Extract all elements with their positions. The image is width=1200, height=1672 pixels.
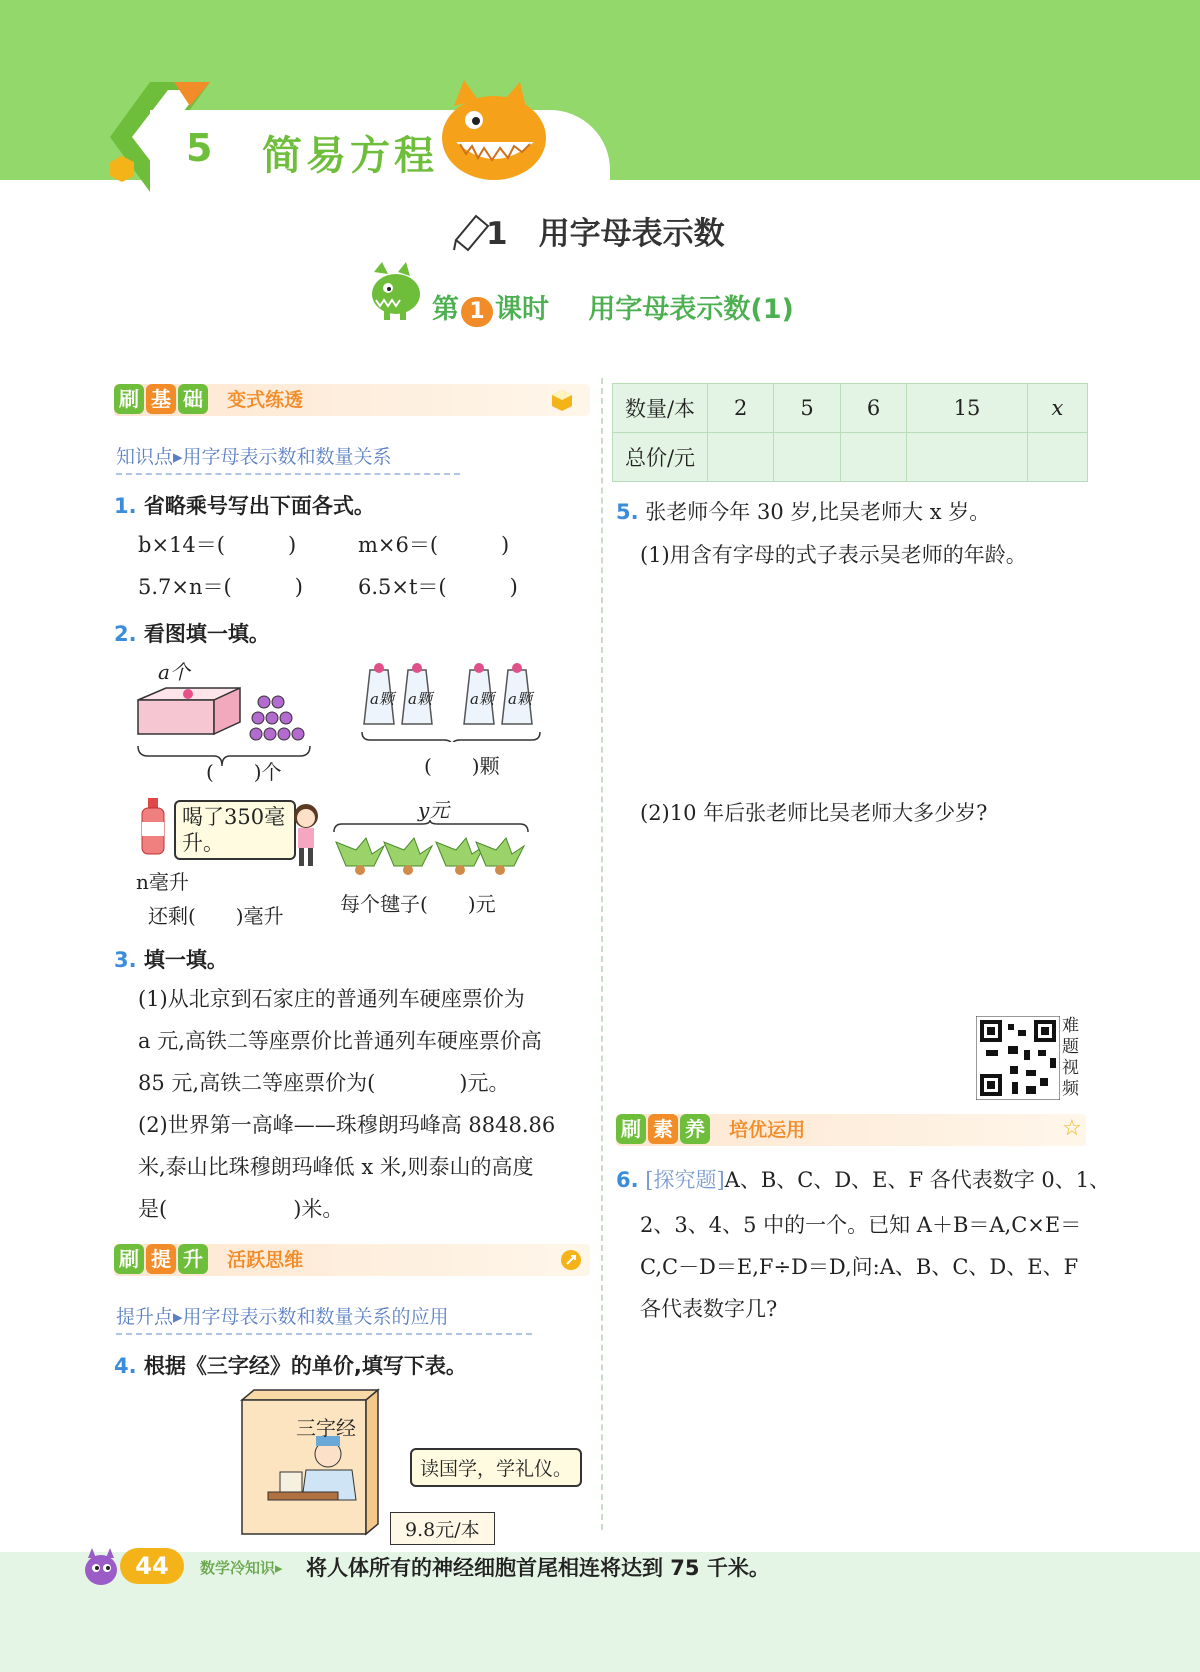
q1-item-3: 5.7×n＝( ) [138,575,303,599]
advance-tag-1: 刷 [114,1244,144,1274]
star-icon: ☆ [1062,1116,1082,1141]
table-row-label: 总价/元 [613,433,708,482]
q2-number: 2. [114,622,137,646]
q3-line-3: 85 元,高铁二等座票价为( )元。 [138,1071,510,1095]
section-title: 1 用字母表示数 [486,216,725,252]
table-answer-cell[interactable] [907,433,1028,482]
bottle-answer: 还剩( )毫升 [148,904,284,928]
q3-line-5: 米,泰山比珠穆朗玛峰低 x 米,则泰山的高度 [138,1155,534,1179]
q3-number: 3. [114,948,137,972]
lesson-prefix: 第 [432,294,459,325]
table-header-cell: x [1027,384,1087,433]
shuttle-label: y元 [418,798,450,822]
question-5 [616,496,990,526]
q1-item-1: b×14＝( ) [138,533,297,557]
advance-tag-2: 提 [146,1244,176,1274]
bottle-label: n毫升 [136,870,189,894]
cake-answer: ( )个 [206,760,282,784]
lesson-title [432,287,794,327]
qr-caption-char: 频 [1062,1079,1079,1099]
q5-text: 张老师今年 30 岁,比吴老师大 x 岁。 [645,500,991,524]
q1-item-4: 6.5×t＝( ) [358,575,518,599]
rocket-icon [560,1249,582,1271]
table-header-cell: 数量/本 [613,384,708,433]
question-6 [616,1164,1110,1194]
cake-label: a个 [158,660,190,684]
advance-knowledge-point: 提升点▸用字母表示数和数量关系的应用 [116,1302,532,1335]
speech-bubble: 喝了350毫升。 [174,800,296,860]
lesson-subtitle: 用字母表示数(1) [588,294,794,325]
table-header-cell: 15 [907,384,1028,433]
q6-line-1: A、B、C、D、E、F 各代表数字 0、1、 [724,1168,1111,1192]
shuttle-answer: 每个毽子( )元 [340,892,496,916]
q4-text: 根据《三字经》的单价,填写下表。 [143,1354,467,1378]
q6-line-2: 2、3、4、5 中的一个。已知 A＋B＝A,C×E＝ [640,1213,1082,1237]
basic-tag-2: 基 [146,384,176,414]
price-tag: 9.8元/本 [390,1512,495,1545]
literacy-section-bar [616,1114,1086,1146]
q2-text: 看图填一填。 [143,622,270,646]
dinosaur-mascot-icon [366,262,432,322]
q3-line-2: a 元,高铁二等座票价比普通列车硬座票价高 [138,1029,542,1053]
table-header-cell: 6 [840,384,906,433]
table-answer-cell[interactable] [708,433,774,482]
monster-mascot-icon [434,80,554,185]
literacy-subtitle: 培优运用 [729,1119,806,1141]
basic-section-bar [114,384,590,416]
purple-monster-icon [82,1548,120,1588]
qr-caption-char: 难 [1062,1016,1079,1036]
lesson-number-badge: 1 [461,297,493,327]
qr-caption-char: 题 [1062,1037,1079,1057]
table-answer-cell[interactable] [1027,433,1087,482]
literacy-tag-2: 素 [648,1114,678,1144]
book-illustration [240,1388,380,1536]
literacy-tag-1: 刷 [616,1114,646,1144]
q3-line-1: (1)从北京到石家庄的普通列车硬座票价为 [138,987,525,1011]
book-speech-bubble: 读国学，学礼仪。 [410,1448,582,1487]
q3-line-4: (2)世界第一高峰——珠穆朗玛峰高 8848.86 [138,1113,556,1137]
cube-icon [550,388,574,412]
candy-bag-label-2: a颗 [408,690,432,708]
q6-line-4: 各代表数字几? [640,1297,778,1321]
price-table [612,383,1088,482]
q6-line-3: C,C－D＝E,F÷D＝D,问:A、B、C、D、E、F [640,1255,1079,1279]
chapter-title: 简易方程 [262,133,438,179]
table-header-cell: 5 [774,384,840,433]
candy-bag-label-3: a颗 [470,690,494,708]
table-header-cell: 2 [708,384,774,433]
q3-line-6: 是( )米。 [138,1197,344,1221]
q6-tag: [探究题] [645,1168,725,1192]
fact-text: 将人体所有的神经细胞首尾相连将达到 75 千米。 [306,1556,770,1580]
advance-tag-3: 升 [178,1244,208,1274]
q5-part-1: (1)用含有字母的式子表示吴老师的年龄。 [640,543,1027,567]
advance-section-bar [114,1244,590,1276]
q6-number: 6. [616,1168,639,1192]
basic-tag-3: 础 [178,384,208,414]
qr-caption [1062,1016,1084,1100]
lesson-suffix: 课时 [495,294,549,325]
table-row [613,433,1088,482]
basic-tag-1: 刷 [114,384,144,414]
q1-item-2: m×6＝( ) [358,533,510,557]
question-1 [114,490,375,520]
page-number: 44 [120,1548,184,1584]
qr-code-icon[interactable] [976,1016,1060,1100]
question-2 [114,618,270,648]
chapter-number: 5 [186,126,213,170]
candy-bag-label-4: a颗 [508,690,532,708]
q5-part-2: (2)10 年后张老师比吴老师大多少岁? [640,801,988,825]
candy-bag-label-1: a颗 [370,690,394,708]
candy-answer: ( )颗 [424,754,500,778]
literacy-tag-3: 养 [680,1114,710,1144]
girl-icon [284,800,328,872]
question-4 [114,1350,467,1380]
qr-caption-char: 视 [1062,1058,1079,1078]
question-3 [114,944,228,974]
shuttlecocks-illustration [332,820,532,880]
q5-number: 5. [616,500,639,524]
q4-number: 4. [114,1354,137,1378]
fact-label: 数学冷知识▸ [200,1559,283,1577]
table-row [613,384,1088,433]
q1-text: 省略乘号写出下面各式。 [143,494,375,518]
advance-subtitle: 活跃思维 [227,1249,304,1271]
bottle-icon [138,796,168,858]
knowledge-point: 知识点▸用字母表示数和数量关系 [116,442,460,475]
q3-text: 填一填。 [143,948,228,972]
q1-number: 1. [114,494,137,518]
table-answer-cell[interactable] [774,433,840,482]
column-divider [601,378,603,1530]
book-title: 三字经 [296,1416,356,1440]
basic-subtitle: 变式练透 [227,389,304,411]
table-answer-cell[interactable] [840,433,906,482]
